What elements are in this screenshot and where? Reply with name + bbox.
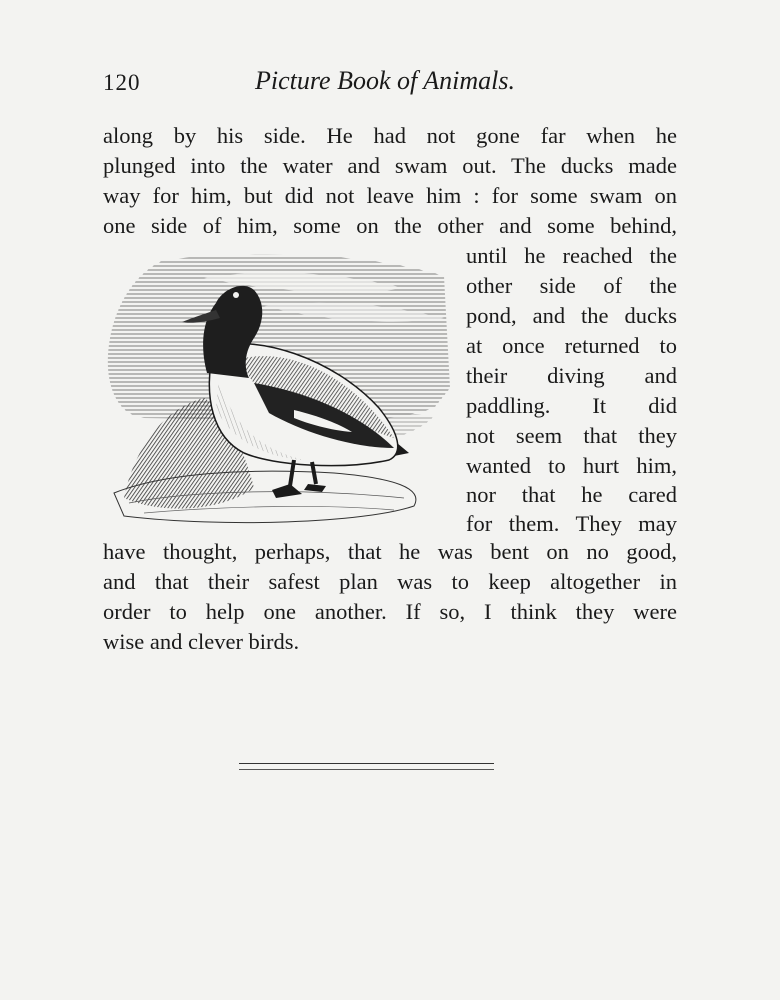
text-line: wise and clever birds. (103, 629, 300, 654)
text-line: have thought, perhaps, that he was bent on no good, (103, 539, 677, 564)
text-line: paddling. It did (466, 393, 677, 418)
text-line: plunged into the water and swam out. The ducks made (103, 153, 677, 178)
text-line: and that their safest plan was to keep altogether in (103, 569, 677, 594)
text-line: for them. They may (466, 511, 677, 536)
text-line: other side of the (466, 273, 677, 298)
page-number: 120 (103, 70, 141, 95)
text-line: one side of him, some on the other and some behind, (103, 213, 677, 238)
text-line: their diving and (466, 363, 677, 388)
text-line: at once returned to (466, 333, 677, 358)
text-line: not seem that they (466, 423, 677, 448)
section-divider (239, 763, 494, 770)
running-title: Picture Book of Animals. (255, 66, 515, 95)
text-line: way for him, but did not leave him : for some swam on (103, 183, 677, 208)
text-line: along by his side. He had not gone far when he (103, 123, 677, 148)
duck-engraving-icon (104, 248, 450, 533)
text-line: wanted to hurt him, (466, 453, 677, 478)
text-line: nor that he cared (466, 482, 677, 507)
text-line: until he reached the (466, 243, 677, 268)
text-line: order to help one another. If so, I think they were (103, 599, 677, 624)
text-line: pond, and the ducks (466, 303, 677, 328)
